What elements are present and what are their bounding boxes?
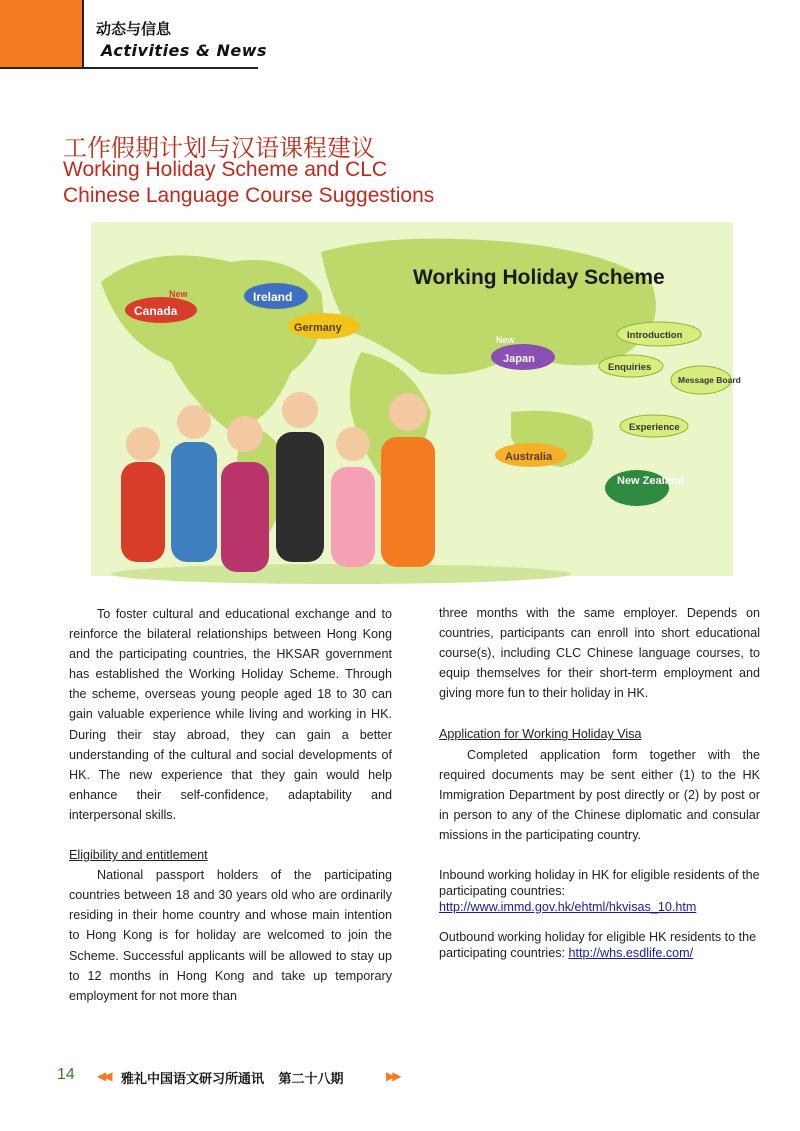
menu-enquiries: [599, 355, 663, 377]
eligibility-paragraph-part1: National passport holders of the participating countries between 18 and 30 years old who are ordinarily residing in their home country and whose main intention to Hong Kong is for holiday are welcomed to join the Scheme. Successful applicants will be allowed to stay up to 12 months in Hong Kong and take up temporary employment for not more than: [69, 868, 392, 1003]
svg-text:Australia: Australia: [505, 451, 553, 463]
section-title-cn: 动态与信息: [96, 20, 172, 38]
footer-arrows-left: ◀◀: [97, 1069, 110, 1083]
article-column-right: [439, 603, 760, 961]
svg-text:Experience: Experience: [629, 422, 680, 433]
svg-text:Ireland: Ireland: [253, 290, 293, 304]
outbound-text: Outbound working holiday for eligible HK residents to the participating countries:: [439, 930, 757, 961]
outbound-info: [439, 929, 760, 961]
header-accent-block: [0, 0, 82, 68]
page-number: 14: [57, 1066, 75, 1083]
inbound-info: [439, 867, 760, 915]
visa-heading: Application for Working Holiday Visa: [439, 727, 642, 742]
svg-text:Enquiries: Enquiries: [608, 362, 652, 373]
intro-paragraph: To foster cultural and educational exchange and to reinforce the bilateral relationships between Hong Kong and the participating countries, the HKSAR government has established the Working Holiday Scheme. Through the scheme, overseas young people aged 18 to 30 can gain valuable experience while living and working in HK. During their stay abroad, they can gain a better understanding of the cultural and social developments of HK. The new experience that they gain would help enhance their self-confidence, adaptability and interpersonal skills.: [69, 607, 392, 822]
svg-text:New: New: [169, 289, 188, 299]
visa-paragraph: Completed application form together with the required documents may be sent either (1) to the HK Immigration Department by post directly or (2) by post or in person to any of the Chinese diplomatic and consular missions in the participating country.: [439, 747, 760, 842]
menu-experience: [620, 415, 688, 437]
svg-text:Japan: Japan: [503, 353, 535, 365]
header-divider-vertical: [82, 0, 84, 69]
hero-svg: [91, 222, 741, 576]
svg-text:Introduction: Introduction: [627, 330, 683, 341]
eligibility-heading: Eligibility and entitlement: [69, 848, 208, 863]
svg-text:New: New: [496, 335, 515, 345]
badge-ireland: [244, 283, 308, 309]
article-column-left: [69, 604, 392, 1006]
svg-text:Canada: Canada: [134, 304, 178, 318]
footer-arrows-right: ▶▶: [386, 1069, 399, 1083]
article-title-en: [63, 157, 523, 209]
outbound-link[interactable]: http://whs.esdlife.com/: [568, 946, 694, 961]
hero-heading: Working Holiday Scheme: [413, 266, 665, 289]
hero-illustration: [91, 222, 741, 576]
svg-text:Message Board: Message Board: [678, 375, 741, 385]
inbound-link[interactable]: http://www.immd.gov.hk/ehtml/hkvisas_10.htm: [439, 900, 697, 915]
article-title-en-line1: Working Holiday Scheme and CLC: [63, 158, 388, 181]
svg-text:Germany: Germany: [294, 322, 342, 334]
menu-introduction: [617, 322, 701, 346]
article-title-cn: 工作假期计划与汉语课程建议: [63, 134, 375, 162]
badge-germany: [288, 313, 360, 339]
article-title-en-line2: Chinese Language Course Suggestions: [63, 184, 435, 207]
inbound-text: Inbound working holiday in HK for eligible residents of the participating countries:: [439, 868, 760, 899]
svg-text:New Zealand: New Zealand: [617, 475, 685, 487]
eligibility-paragraph-part2: three months with the same employer. Depends on countries, participants can enroll into short educational course(s), including CLC Chinese language courses, to equip themselves for their short-term employment and giving more fun to their holiday in HK.: [439, 606, 760, 701]
section-title-en: Activities & News: [101, 41, 268, 60]
publication-name: 雅礼中国语文研习所通讯 第二十八期: [121, 1072, 344, 1087]
header-divider: [0, 67, 258, 69]
badge-australia: [495, 443, 567, 467]
